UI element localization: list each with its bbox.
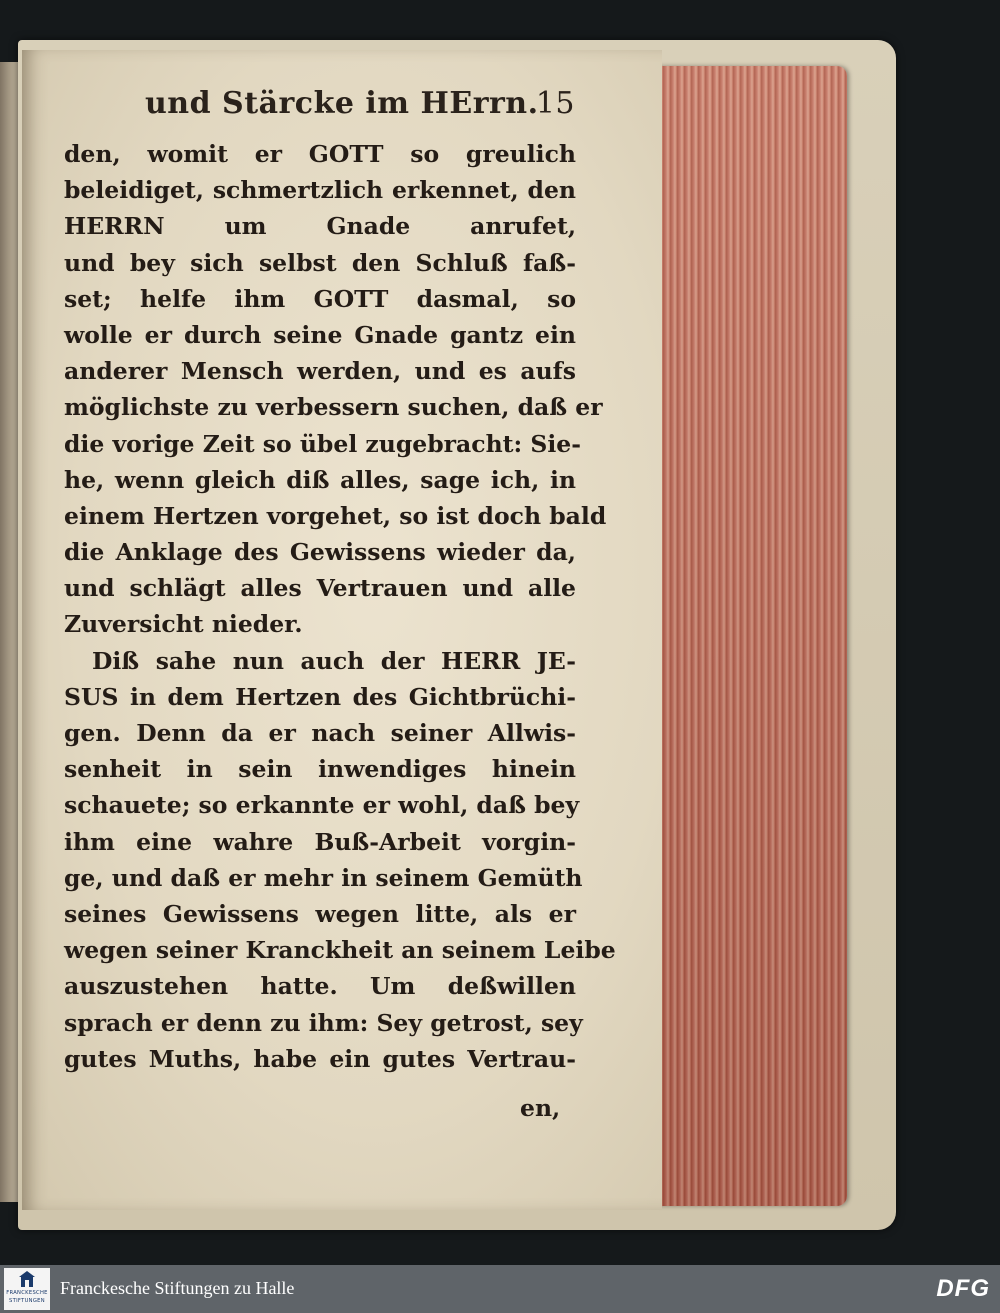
body-text (64, 136, 616, 1077)
text-line: den, womit er GOTT so greulich (64, 140, 576, 168)
text-line: HERRN um Gnade anrufet, (64, 212, 576, 241)
text-line: gen. Denn da er nach seiner Allwis- (64, 719, 576, 747)
page-number: 15 (535, 86, 575, 121)
text-line: Diß sahe nun auch der HERR JE- (92, 646, 576, 675)
francke-emblem-icon (19, 1271, 35, 1287)
text-line: ihm eine wahre Buß-Arbeit vorgin- (64, 827, 576, 856)
text-line: und schlägt alles Vertrauen und alle (64, 574, 576, 603)
red-page-edges (655, 66, 847, 1206)
francke-logo[interactable] (4, 1268, 50, 1310)
text-line: set; helfe ihm GOTT dasmal, so (64, 284, 576, 313)
text-line: auszustehen hatte. Um deßwillen (64, 972, 576, 1001)
text-line: die Anklage des Gewissens wieder da, (64, 538, 576, 567)
text-line: und bey sich selbst den Schluß faß- (64, 248, 576, 277)
text-line: he, wenn gleich diß alles, sage ich, in (64, 465, 576, 494)
text-line: senheit in sein inwendiges hinein (64, 755, 576, 784)
catchword: en, (520, 1094, 561, 1122)
institution-link[interactable]: Franckesche Stiftungen zu Halle (60, 1278, 295, 1298)
text-line: anderer Mensch werden, und es aufs (64, 357, 576, 386)
text-line: schauete; so erkannte er wohl, daß bey (64, 791, 580, 820)
text-line: sprach er denn zu ihm: Sey getrost, sey (64, 1008, 583, 1037)
logo-text-line2: STIFTUNGEN (9, 1298, 45, 1304)
text-line: Zuversicht nieder. (64, 610, 303, 639)
logo-text-line1: FRANCKESCHE (6, 1290, 48, 1296)
text-line: einem Hertzen vorgehet, so ist doch bald (64, 501, 607, 530)
viewer-footer (0, 1265, 1000, 1313)
text-line: SUS in dem Hertzen des Gichtbrüchi- (64, 682, 576, 711)
text-line: seines Gewissens wegen litte, als er (64, 899, 576, 928)
text-line: möglichste zu verbessern suchen, daß er (64, 393, 603, 422)
text-line: gutes Muths, habe ein gutes Vertrau- (64, 1044, 576, 1073)
text-line: wolle er durch seine Gnade gantz ein (64, 320, 576, 349)
header-title: und Stärcke im HErrn. (145, 86, 539, 121)
text-line: die vorige Zeit so übel zugebracht: Sie- (64, 429, 581, 458)
text-line: ge, und daß er mehr in seinem Gemüth (64, 863, 583, 892)
text-line: beleidiget, schmertzlich erkennet, den (64, 176, 576, 205)
text-line: wegen seiner Kranckheit an seinem Leibe (64, 936, 616, 965)
dfg-logo[interactable]: DFG (936, 1275, 990, 1302)
